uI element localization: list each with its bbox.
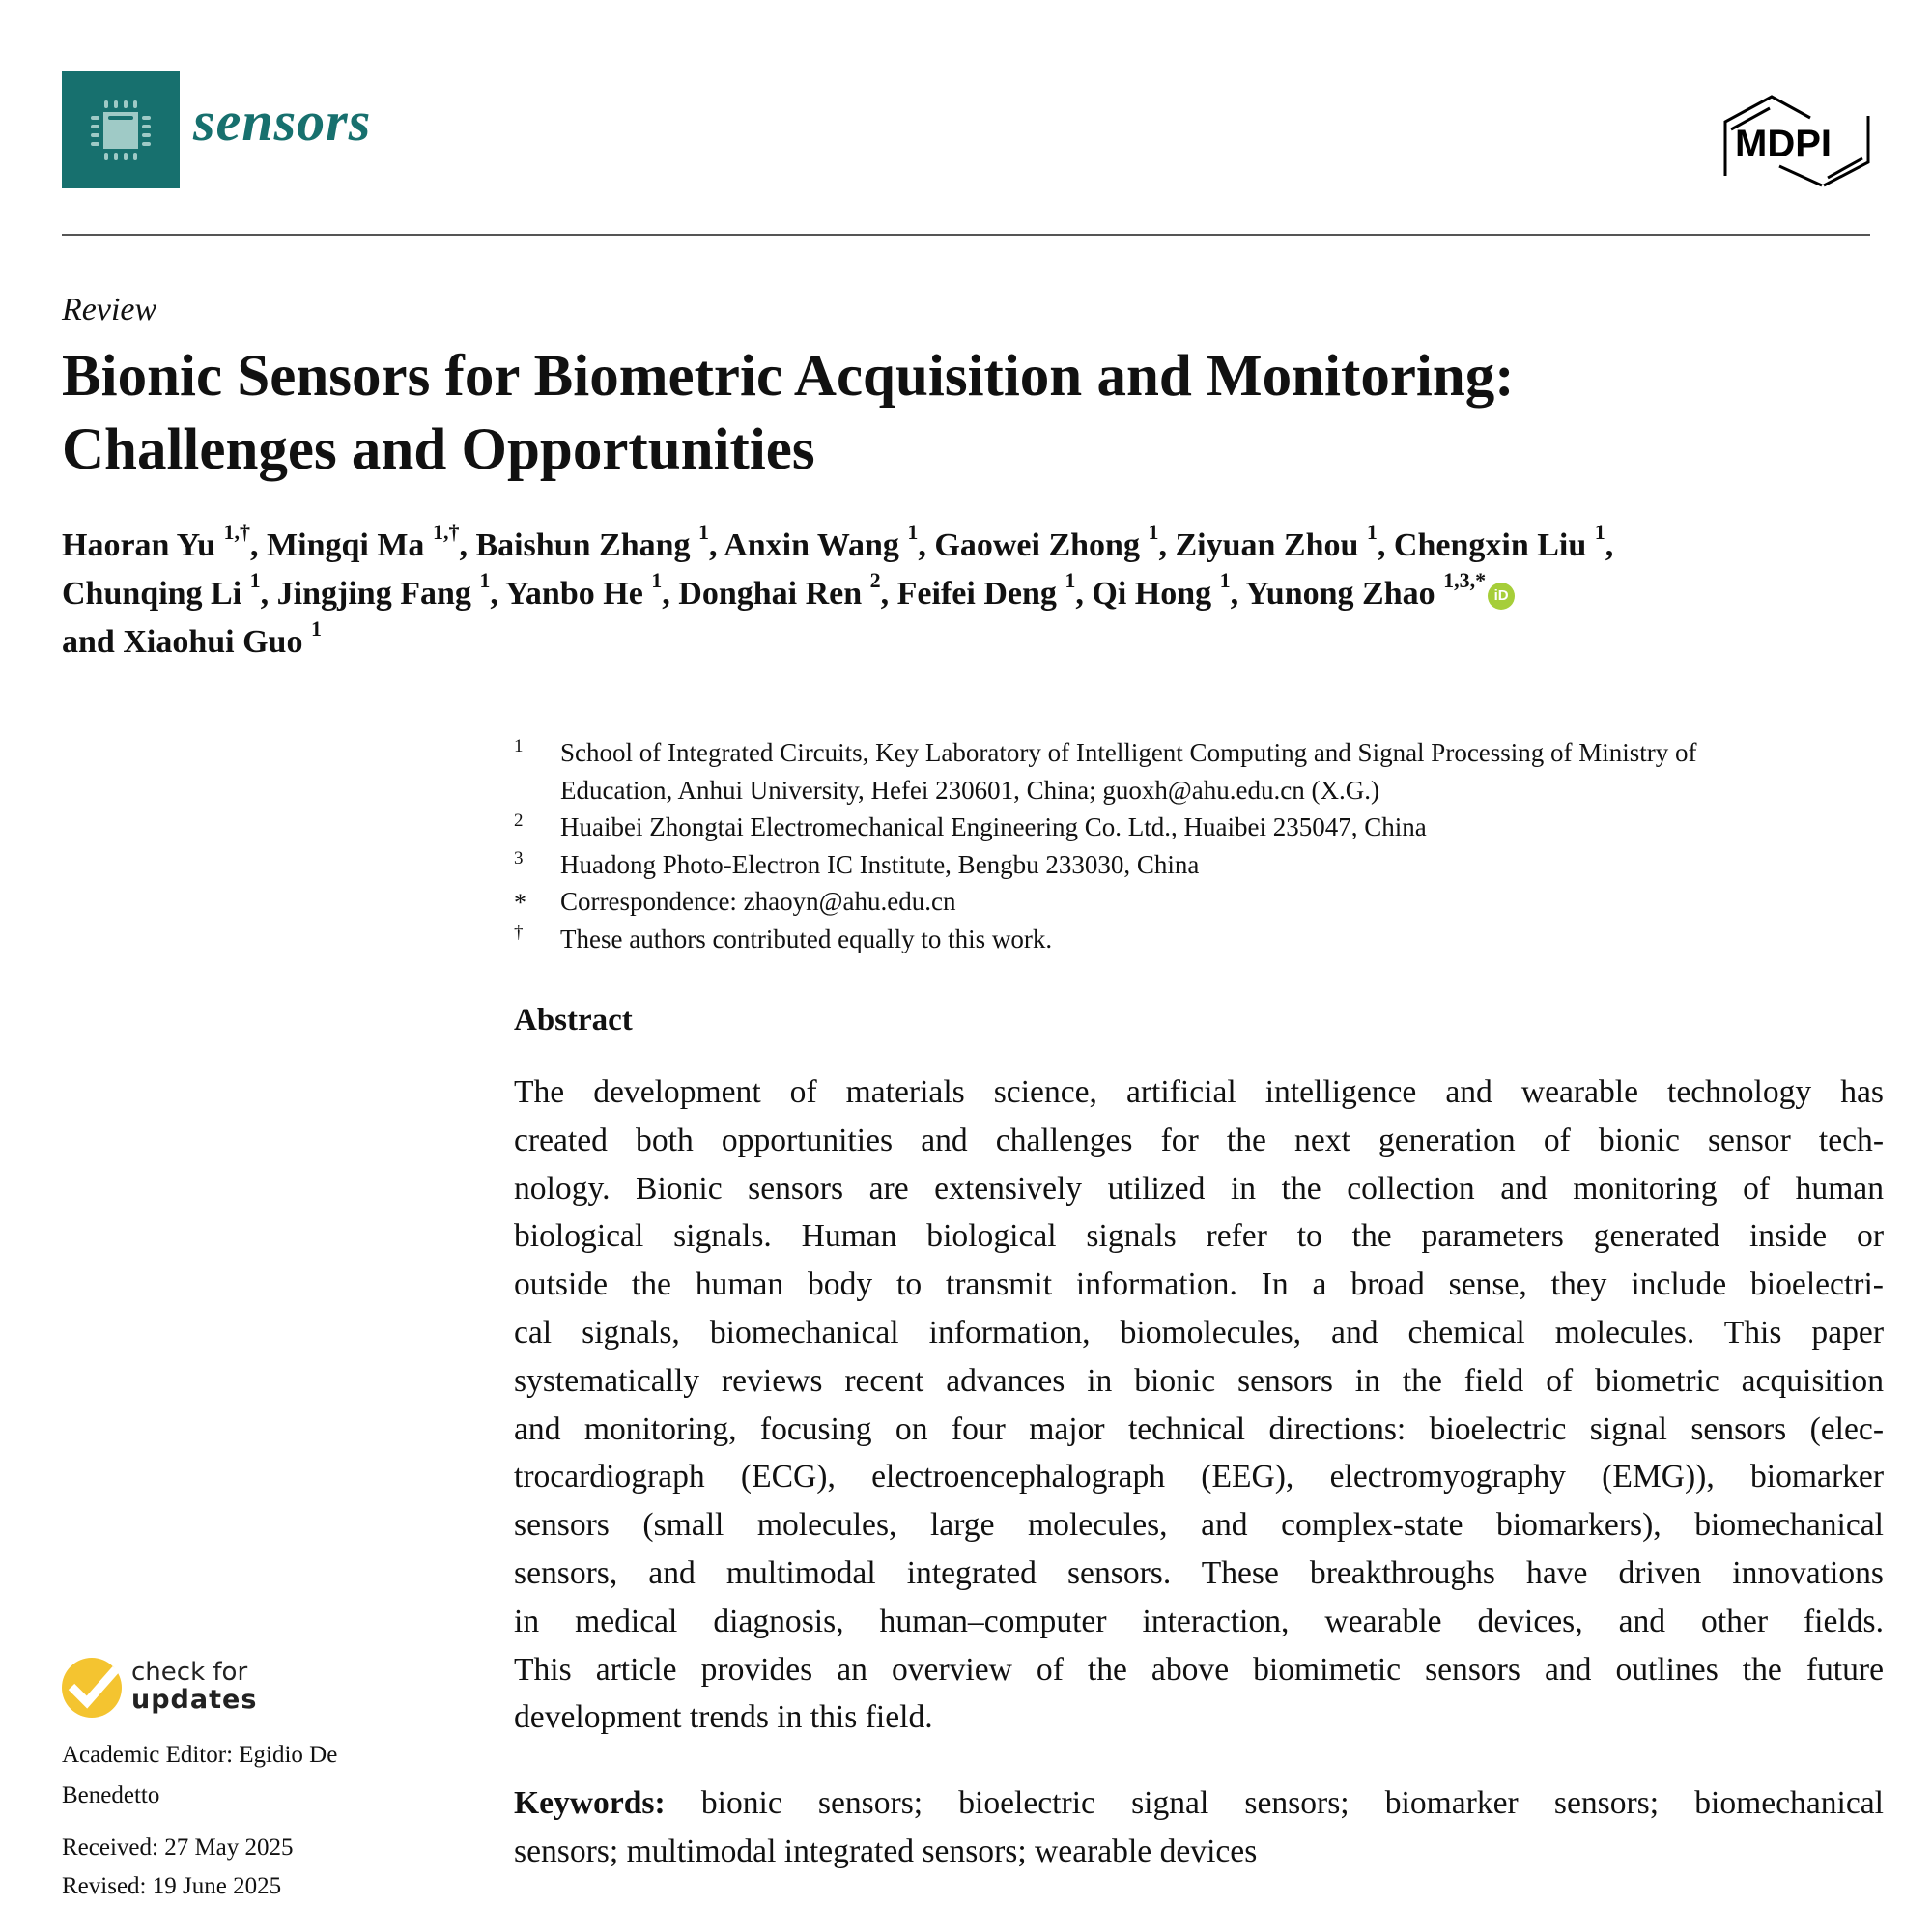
orcid-icon[interactable]: iD: [1488, 583, 1515, 610]
abstract-line: nology. Bionic sensors are extensively utilized in the collection and monitoring of human: [514, 1170, 1884, 1207]
dates: [62, 1829, 390, 1906]
received-date: Received: 27 May 2025: [62, 1835, 294, 1861]
author[interactable]: Anxin Wang $^1$: [724, 520, 919, 563]
affiliation: 3 Huadong Photo-Electron IC Institute, Bengbu 233030, China: [514, 846, 1886, 884]
revised-date: Revised: 19 June 2025: [62, 1873, 282, 1899]
academic-editor: Academic Editor: Egidio De Benedetto: [62, 1742, 338, 1808]
author-line: [62, 618, 1897, 667]
author[interactable]: Qi Hong $^1$: [1092, 568, 1231, 612]
abstract-line: sensors, and multimodal integrated sensors. These breakthroughs have driven innovations: [514, 1554, 1884, 1591]
affiliation: 1 School of Integrated Circuits, Key Laboratory of Intelligent Computing and Signal Processing of Ministry of Education, Anhui University, Hefei 230601, China; guoxh@ahu.edu.cn (X.G.): [514, 734, 1886, 809]
author[interactable]: Xiaohui Guo $^1$: [123, 616, 322, 660]
journal-name: sensors: [193, 90, 372, 153]
author[interactable]: Jingjing Fang $^1$: [276, 568, 491, 612]
mdpi-logo: [1721, 93, 1872, 187]
abstract-line: and monitoring, focusing on four major technical directions: bioelectric signal sensors (elec-: [514, 1410, 1884, 1447]
keywords-text: bionic sensors; bioelectric signal sensors; biomarker sensors; biomechanical: [665, 1785, 1884, 1821]
affiliation: 2 Huaibei Zhongtai Electromechanical Engineering Co. Ltd., Huaibei 235047, China: [514, 809, 1886, 846]
author[interactable]: Chunqing Li $^1$: [62, 568, 261, 612]
check-for-updates-button[interactable]: [62, 1658, 381, 1721]
author[interactable]: Mingqi Ma $^{1,\dagger}$: [267, 520, 460, 563]
header-divider: [62, 234, 1870, 236]
chip-icon: [87, 97, 155, 164]
author-line: Haoran Yu $^{1,\dagger}$, Mingqi Ma $^{1,\dagger}$, Baishun Zhang $^1$, Anxin Wang $^1$, Gaowei Zhong $^1$, Ziyuan Zhou $^1$, Chengxin Liu $^1$,: [62, 520, 1614, 563]
affiliation-marker: 1: [514, 736, 524, 756]
abstract-line: This article provides an overview of the above biomimetic sensors and outlines the future: [514, 1651, 1884, 1688]
author-conjunction: and: [62, 624, 115, 660]
author-list: [62, 522, 1897, 667]
keywords: [514, 1779, 1884, 1876]
abstract-line: in medical diagnosis, human–computer interaction, wearable devices, and other fields.: [514, 1603, 1884, 1639]
author[interactable]: Baishun Zhang $^1$: [475, 520, 710, 563]
author[interactable]: Gaowei Zhong $^1$: [934, 520, 1159, 563]
correspondence: * Correspondence: zhaoyn@ahu.edu.cn: [514, 883, 1886, 921]
author[interactable]: Chengxin Liu $^1$: [1393, 520, 1605, 563]
affiliation-marker: *: [514, 889, 526, 917]
check-for-updates-icon: [62, 1658, 122, 1718]
keywords-label: Keywords:: [514, 1785, 666, 1821]
title-line: Challenges and Opportunities: [62, 417, 815, 482]
abstract-heading: Abstract: [514, 1003, 633, 1038]
affiliation-marker: 3: [514, 847, 524, 868]
equal-contribution-note: † These authors contributed equally to this work.: [514, 921, 1886, 958]
mdpi-wordmark: MDPI: [1735, 123, 1832, 165]
author[interactable]: Ziyuan Zhou $^1$: [1175, 520, 1378, 563]
title-line: Bionic Sensors for Biometric Acquisition and Monitoring:: [62, 344, 1515, 409]
abstract-line: outside the human body to transmit information. In a broad sense, they include bioelectri-: [514, 1266, 1884, 1303]
abstract-line: cal signals, biomechanical information, biomolecules, and chemical molecules. This paper: [514, 1314, 1884, 1351]
abstract-line: systematically reviews recent advances in bionic sensors in the field of biometric acquisition: [514, 1362, 1884, 1399]
abstract-line: created both opportunities and challenges for the next generation of bionic sensor tech-: [514, 1122, 1884, 1158]
author[interactable]: Feifei Deng $^1$: [896, 568, 1076, 612]
author-line: Chunqing Li $^1$, Jingjing Fang $^1$, Yanbo He $^1$, Donghai Ren $^2$, Feifei Deng $^1$, Qi Hong $^1$, Yunong Zhao $^{1,3,*}$iD: [62, 570, 1897, 618]
abstract-line: development trends in this field.: [514, 1699, 933, 1736]
abstract-line: trocardiograph (ECG), electroencephalograph (EEG), electromyography (EMG)), biomarker: [514, 1459, 1884, 1495]
abstract-line: biological signals. Human biological signals refer to the parameters generated inside or: [514, 1218, 1884, 1255]
check-for-label: check for: [131, 1658, 248, 1687]
author[interactable]: Donghai Ren $^2$: [678, 568, 881, 612]
author[interactable]: Haoran Yu $^{1,\dagger}$: [62, 520, 251, 563]
article-type: Review: [62, 292, 157, 327]
abstract-line: sensors (small molecules, large molecules, and complex-state biomarkers), biomechanical: [514, 1507, 1884, 1544]
affiliation-marker: 2: [514, 811, 524, 831]
abstract-body: [514, 1068, 1884, 1742]
updates-label: updates: [131, 1685, 258, 1715]
author[interactable]: Yunong Zhao $^{1,3,*}$: [1245, 568, 1487, 612]
article-title: [62, 340, 1878, 487]
affiliations: [514, 734, 1886, 957]
abstract-line: The development of materials science, artificial intelligence and wearable technology has: [514, 1074, 1884, 1110]
journal-logo: [62, 71, 180, 188]
affiliation-marker: †: [514, 922, 524, 943]
keywords-text: sensors; multimodal integrated sensors; wearable devices: [514, 1834, 1258, 1869]
author[interactable]: Yanbo He $^1$: [505, 568, 663, 612]
